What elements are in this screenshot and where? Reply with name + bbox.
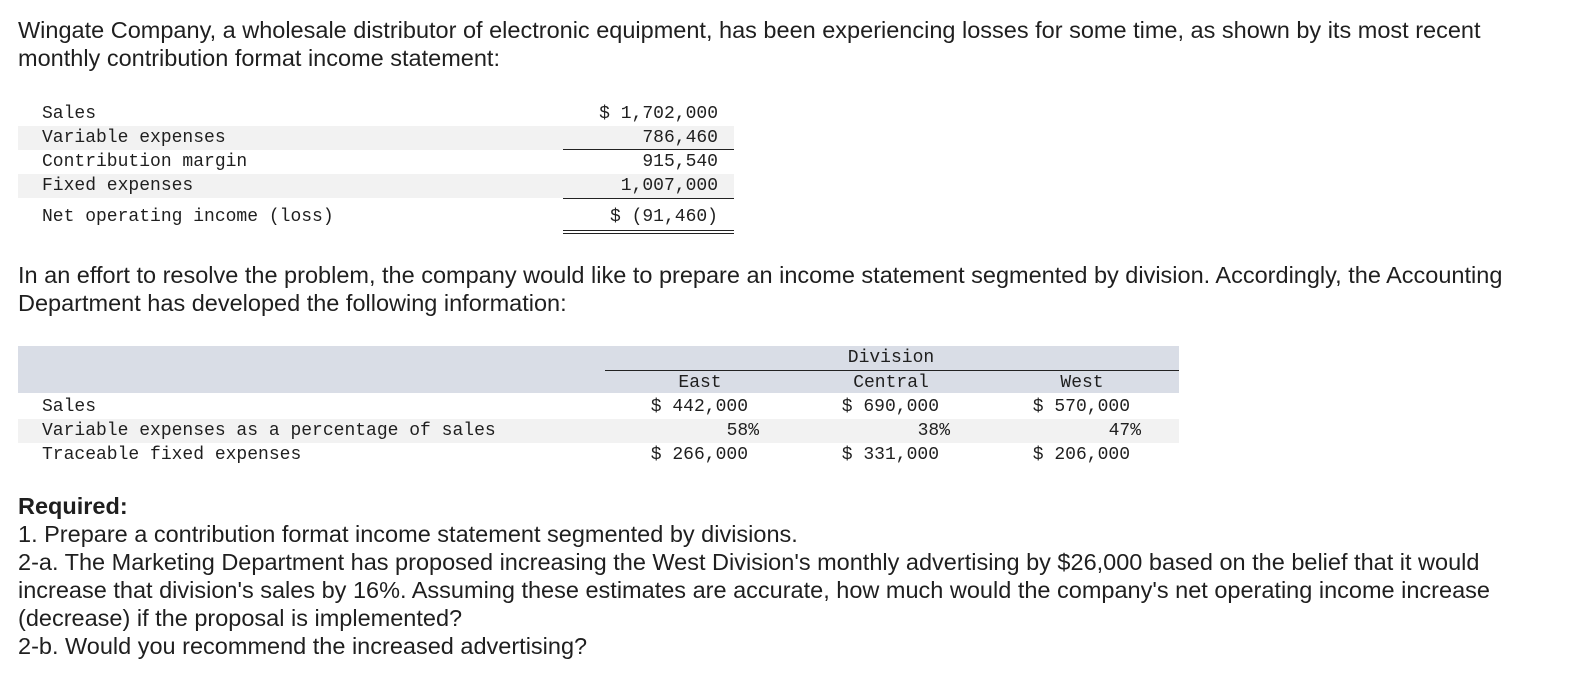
- row-value: 1,007,000: [620, 176, 718, 196]
- division-group-header: Division: [847, 348, 935, 368]
- row-value: $ (91,460): [609, 207, 718, 227]
- table-row: [18, 150, 734, 174]
- column-header-west: West: [1060, 373, 1104, 393]
- cell-east: $ 266,000: [650, 445, 748, 465]
- required-section: [18, 492, 1548, 660]
- cell-east: $ 442,000: [650, 397, 748, 417]
- effort-paragraph: In an effort to resolve the problem, the company would like to prepare an income statement segmented by division. Accordingly, the Accounting Department has developed the following information:: [18, 262, 1503, 316]
- column-header-east: East: [678, 373, 722, 393]
- double-rule-top: [563, 230, 734, 231]
- required-item-1: 1. Prepare a contribution format income statement segmented by divisions.: [18, 521, 798, 547]
- required-item-2a: 2-a. The Marketing Department has proposed increasing the West Division's monthly advertising by $26,000 based on the belief that it would increase that division's sales by 16%. Assuming these estimates are accurate, how much would the company's net operating income increase (decrease) if the proposal is implemented?: [18, 549, 1490, 631]
- row-label: Variable expenses as a percentage of sales: [42, 421, 496, 441]
- table-row: [18, 419, 1179, 443]
- row-label: Fixed expenses: [42, 176, 194, 196]
- row-label: Sales: [42, 397, 97, 417]
- row-value: $ 1,702,000: [599, 104, 718, 124]
- header-rule: [605, 370, 1179, 371]
- cell-west: $ 206,000: [1032, 445, 1130, 465]
- row-label: Contribution margin: [42, 152, 248, 172]
- table-row: [18, 126, 734, 150]
- column-header-central: Central: [853, 373, 929, 393]
- row-label: Sales: [42, 104, 97, 124]
- cell-central: 38%: [917, 421, 950, 441]
- row-value: 786,460: [642, 128, 718, 148]
- cell-central: $ 331,000: [841, 445, 939, 465]
- cell-east: 58%: [726, 421, 759, 441]
- subtotal-rule: [563, 198, 734, 199]
- table-row: [18, 395, 1179, 419]
- required-item-2b: 2-b. Would you recommend the increased advertising?: [18, 633, 588, 659]
- row-label: Traceable fixed expenses: [42, 445, 302, 465]
- cell-west: 47%: [1108, 421, 1141, 441]
- intro-paragraph: Wingate Company, a wholesale distributor of electronic equipment, has been experiencing losses for some time, as shown by its most recent monthly contribution format income statement:: [18, 17, 1481, 71]
- cell-central: $ 690,000: [841, 397, 939, 417]
- table-row: [18, 443, 1179, 467]
- row-label: Net operating income (loss): [42, 207, 334, 227]
- double-rule-bottom: [563, 233, 734, 234]
- row-value: 915,540: [642, 152, 718, 172]
- cell-west: $ 570,000: [1032, 397, 1130, 417]
- table-row: [18, 205, 734, 229]
- required-heading: Required:: [18, 493, 128, 519]
- row-label: Variable expenses: [42, 128, 226, 148]
- table-row: [18, 174, 734, 198]
- table-row: [18, 102, 734, 126]
